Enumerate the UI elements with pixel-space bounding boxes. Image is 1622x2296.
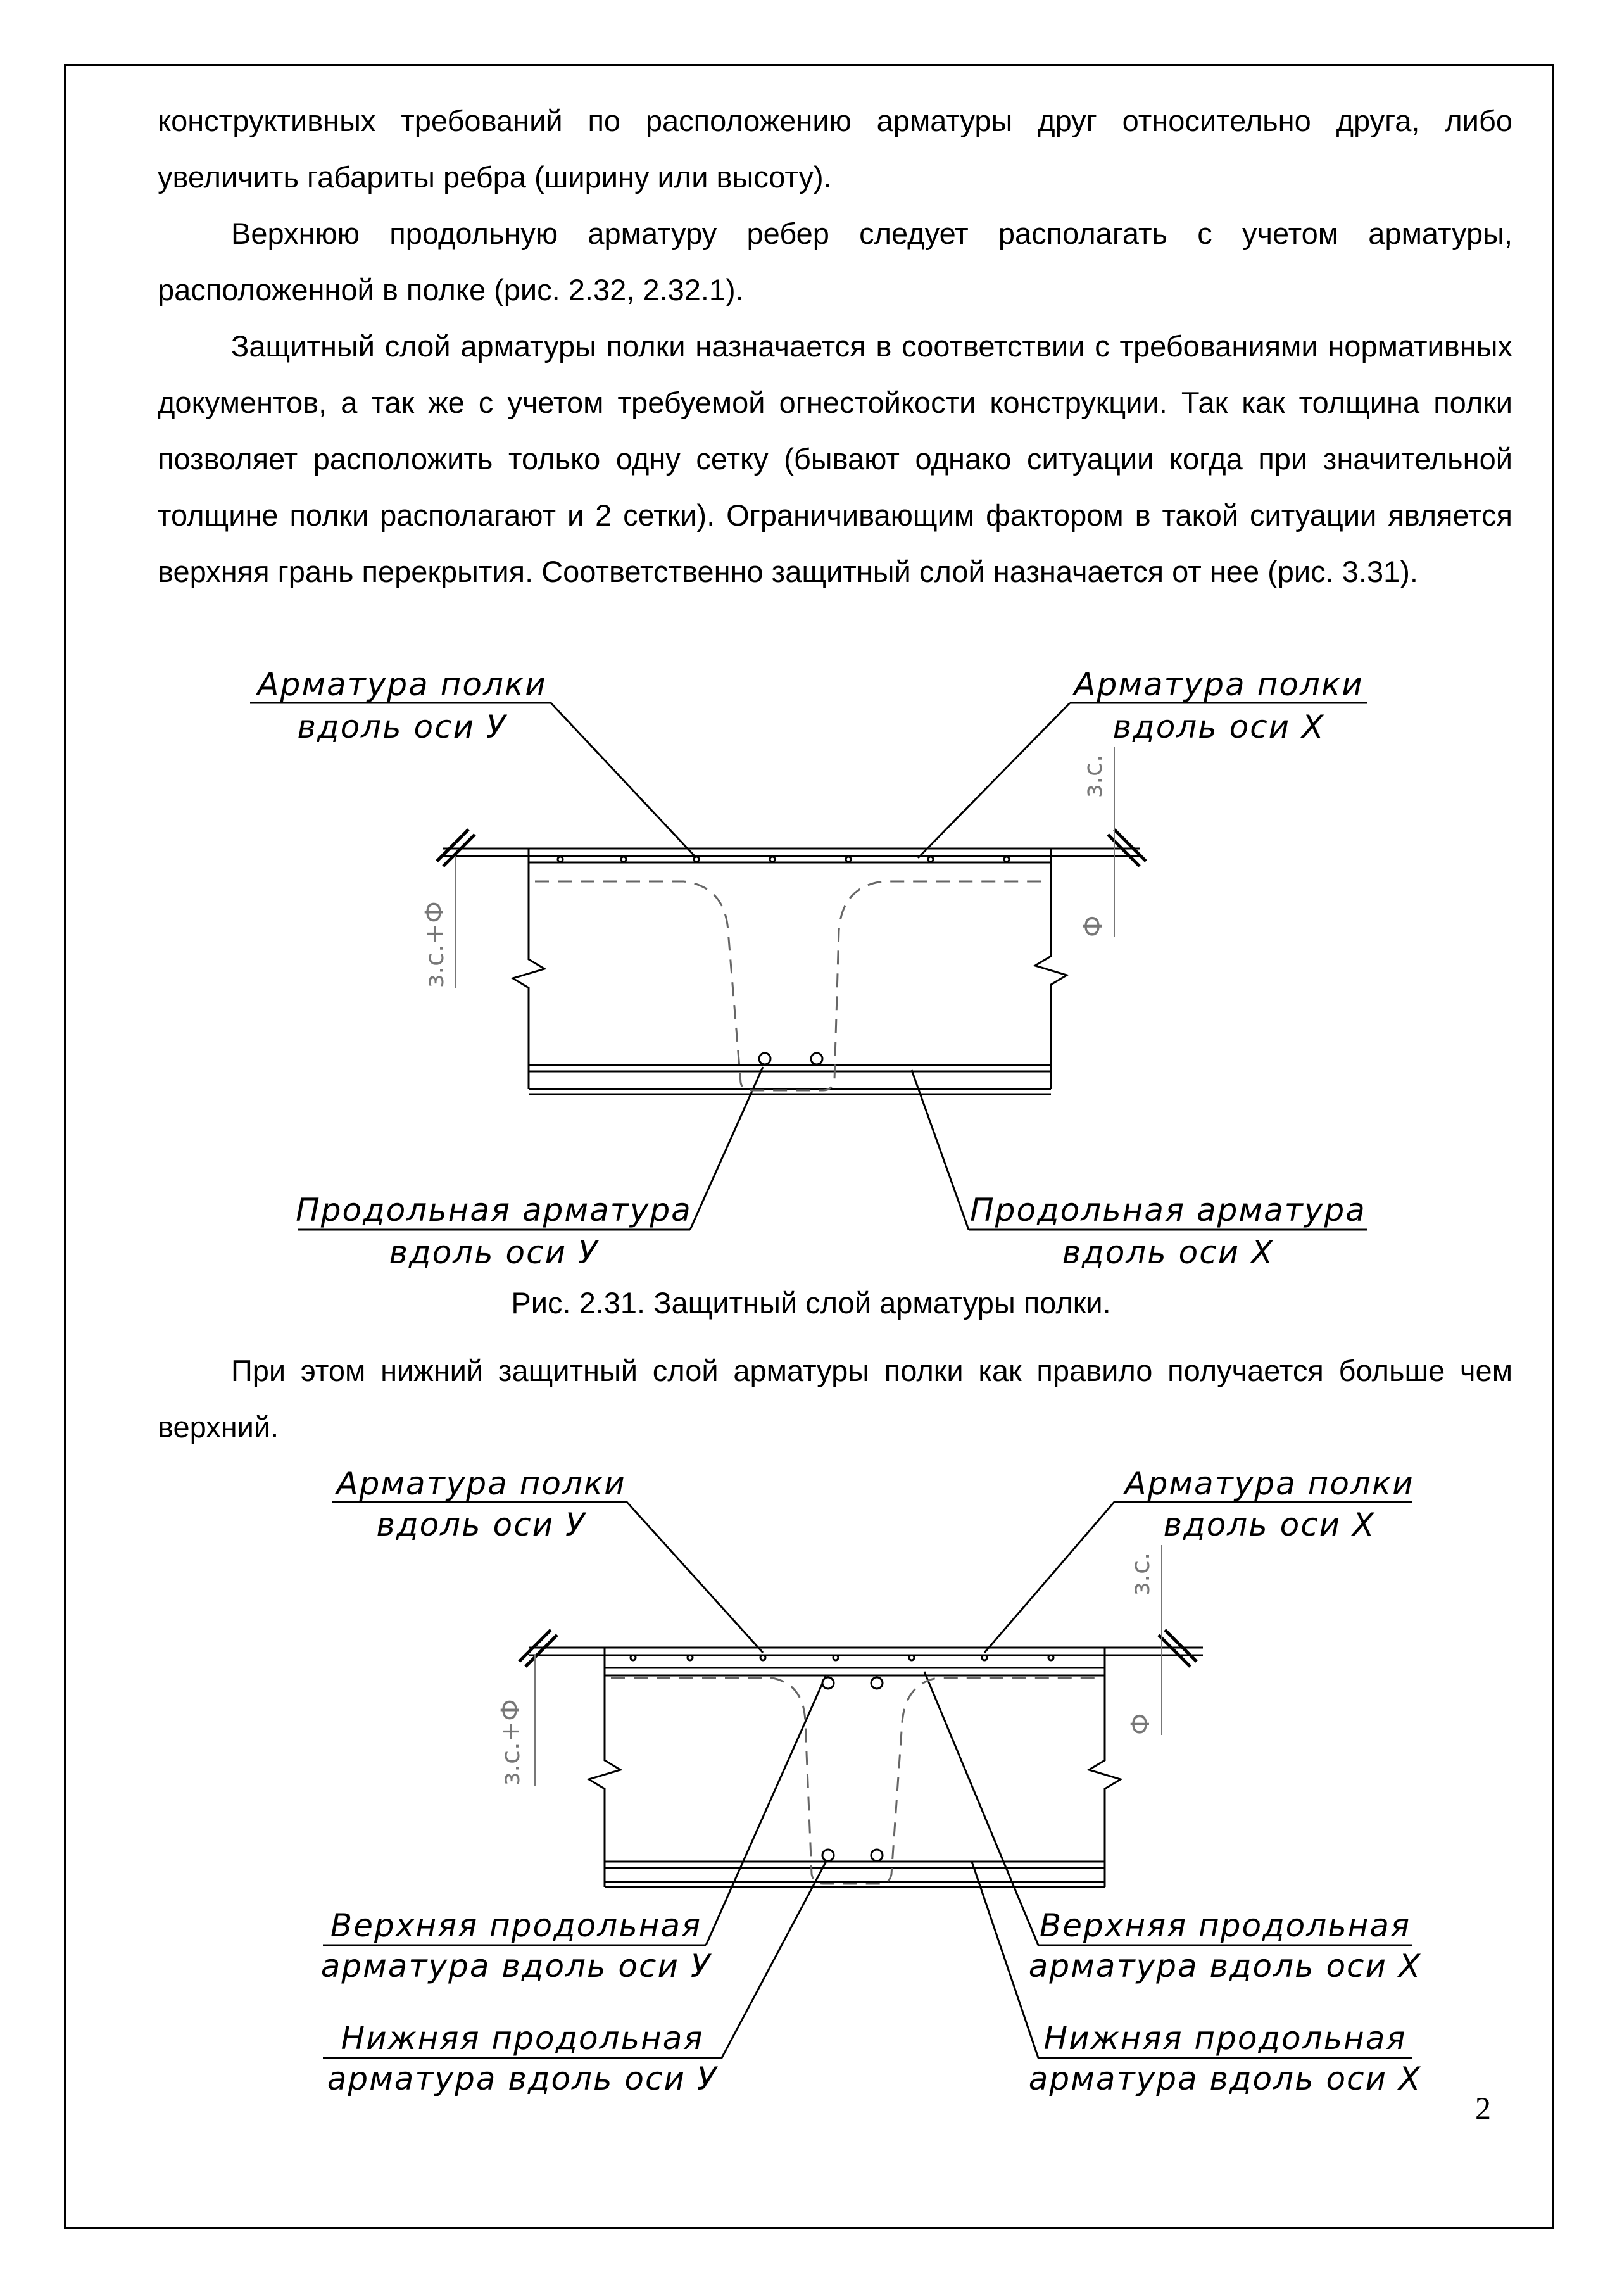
label-slab-rebar-y-1: Арматура полки: [257, 666, 547, 703]
dim-protective-layer: з.с.: [1079, 754, 1108, 798]
page-number: 2: [1475, 2090, 1491, 2126]
label-long-rebar-x-2: вдоль оси Х: [1062, 1234, 1274, 1271]
label2-lower-long-rebar-y-2: арматура вдоль оси У: [327, 2060, 718, 2096]
figure-2-drawing: [0, 1456, 1622, 2096]
label2-slab-rebar-x-2: вдоль оси Х: [1163, 1506, 1376, 1543]
label2-upper-long-rebar-x-1: Верхняя продольная: [1039, 1907, 1411, 1944]
label2-upper-long-rebar-x-2: арматура вдоль оси Х: [1028, 1948, 1422, 1984]
figure-1-drawing: [0, 659, 1622, 1285]
label-slab-rebar-x-1: Арматура полки: [1074, 666, 1364, 703]
label2-lower-long-rebar-x-1: Нижняя продольная: [1043, 2020, 1407, 2057]
figure-1-caption: Рис. 2.31. Защитный слой арматуры полки.: [511, 1286, 1111, 1320]
label2-slab-rebar-x-1: Арматура полки: [1124, 1465, 1414, 1502]
label2-upper-long-rebar-y-1: Верхняя продольная: [330, 1907, 702, 1944]
label2-slab-rebar-y-1: Арматура полки: [336, 1465, 626, 1502]
label-long-rebar-y-2: вдоль оси У: [389, 1234, 599, 1271]
label2-upper-long-rebar-y-2: арматура вдоль оси У: [320, 1948, 712, 1984]
paragraph-bottom-layer: При этом нижний защитный слой арматуры полки как правило получается больше чем верхний.: [158, 1354, 1512, 1444]
paragraph-protective-layer: Защитный слой арматуры полки назначается в соответствии с требованиями нормативных документов, а так же с учетом требуемой огнестойкости конструкции. Так как толщина полки позволяет расположить только одну сетку (бывают однако ситуации когда при значительной толщине полки располагают и 2 сетки). Ограничивающим фактором в такой ситуации является верхняя грань перекрытия. Соответственно защитный слой назначается от нее (рис. 3.31).: [158, 329, 1512, 588]
paragraph-upper-reinforcement: Верхнюю продольную арматуру ребер следует располагать с учетом арматуры, расположенной в полке (рис. 2.32, 2.32.1).: [158, 217, 1512, 306]
paragraph-continuation: конструктивных требований по расположению арматуры друг относительно друга, либо увеличить габариты ребра (ширину или высоту).: [158, 104, 1512, 194]
label2-lower-long-rebar-x-2: арматура вдоль оси Х: [1028, 2060, 1422, 2096]
dim-protective-layer-plus-diameter: з.с.+Ф: [420, 901, 450, 988]
dim2-protective-layer: з.с.: [1126, 1552, 1155, 1596]
label-long-rebar-x-1: Продольная арматура: [970, 1192, 1366, 1228]
label-slab-rebar-x-2: вдоль оси Х: [1112, 709, 1325, 745]
label-slab-rebar-y-2: вдоль оси У: [297, 709, 507, 745]
label2-lower-long-rebar-y-1: Нижняя продольная: [341, 2020, 704, 2057]
dim2-protective-layer-plus-diameter: з.с.+Ф: [496, 1699, 525, 1786]
label-long-rebar-y-1: Продольная арматура: [296, 1192, 692, 1228]
label2-slab-rebar-y-2: вдоль оси У: [376, 1506, 586, 1543]
dim2-diameter: Ф: [1126, 1713, 1155, 1735]
dim-diameter: Ф: [1079, 915, 1108, 937]
